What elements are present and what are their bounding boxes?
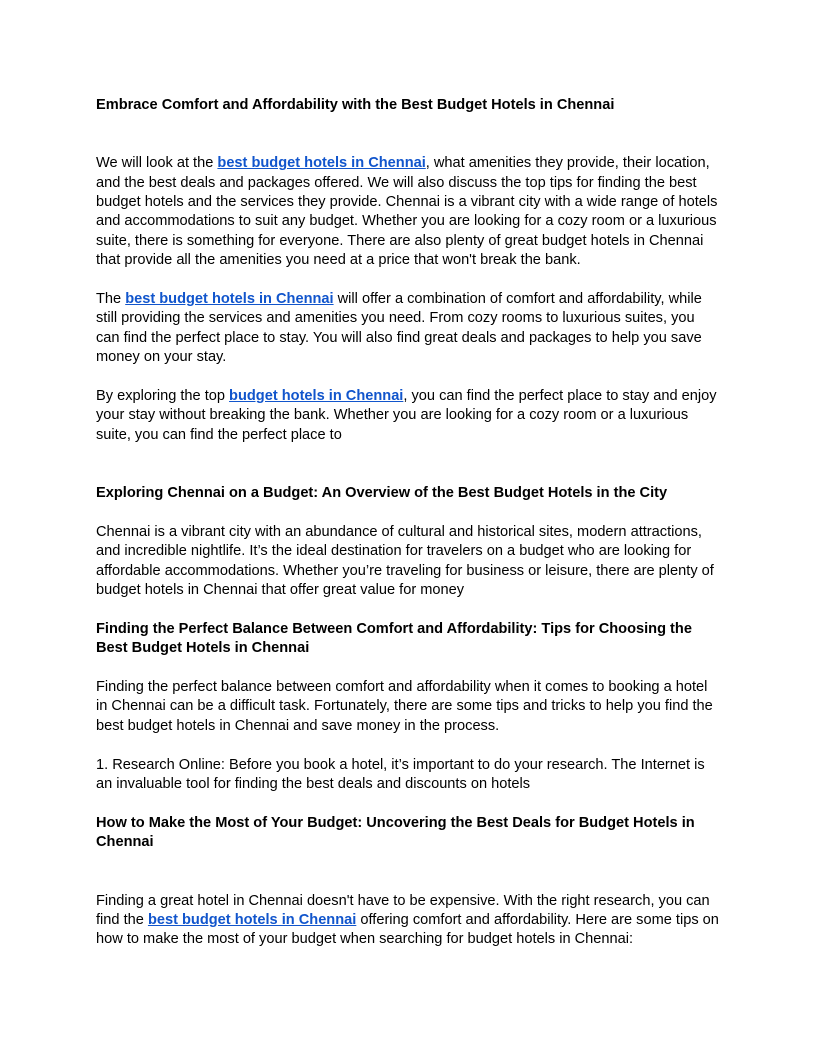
spacer <box>96 445 722 484</box>
section3-heading: Finding the Perfect Balance Between Comfort and Affordability: Tips for Choosing the Best Budget Hotels in Chennai <box>96 620 692 657</box>
spacer <box>96 115 722 154</box>
best-budget-hotels-link-1[interactable]: best budget hotels in Chennai <box>217 155 426 172</box>
document-page <box>96 96 722 950</box>
spacer <box>96 659 722 678</box>
spacer <box>96 853 722 892</box>
budget-hotels-link[interactable]: budget hotels in Chennai <box>229 388 404 405</box>
section1-p2-text-after: will offer a combination of comfort and affordability, while still providing the services and amenities you need. From cozy rooms to luxurious suites, you can find the perfect place to stay. You will also find great deals and packages to help you save money on your stay. <box>96 291 702 366</box>
section2-paragraph-1: Chennai is a vibrant city with an abundance of cultural and historical sites, modern attractions, and incredible nightlife. It’s the ideal destination for travelers on a budget who are looking for affordable accommodations. Whether you’re traveling for business or leisure, there are plenty of budget hotels in Chennai that offer great value for money <box>96 523 714 599</box>
section1-p1-text-before: We will look at the <box>96 155 218 172</box>
spacer <box>96 795 722 814</box>
section4-p1-text-after: offering comfort and affordability. Here are some tips on how to make the most of your budget when searching for budget hotels in Chennai: <box>96 911 719 948</box>
spacer <box>96 368 722 387</box>
section3-paragraph-2: 1. Research Online: Before you book a hotel, it’s important to do your research. The Internet is an invaluable tool for finding the best deals and discounts on hotels <box>96 756 705 793</box>
section4-paragraph-1 <box>96 892 722 950</box>
section4-heading: How to Make the Most of Your Budget: Uncovering the Best Deals for Budget Hotels in Chennai <box>96 814 695 851</box>
spacer <box>96 600 722 619</box>
spacer <box>96 736 722 755</box>
spacer <box>96 271 722 290</box>
section1-p2-text-before: The <box>96 291 126 308</box>
best-budget-hotels-link-3[interactable]: best budget hotels in Chennai <box>147 911 357 928</box>
best-budget-hotels-link-2[interactable]: best budget hotels in Chennai <box>125 291 334 308</box>
section1-p1-text-after: , what amenities they provide, their location, and the best deals and packages offered. We will also discuss the top tips for finding the best budget hotels and the services they provide. Chennai is a vibrant city with a wide range of hotels and accommodations to suit any budget. Whether you are looking for a cozy room or a luxurious suite, there is something for everyone. There are also plenty of great budget hotels in Chennai that provide all the amenities you need at a price that won't break the bank. <box>96 155 718 269</box>
section1-paragraph-2 <box>96 290 722 368</box>
spacer <box>96 503 722 522</box>
section1-p3-text-after: , you can find the perfect place to stay and enjoy your stay without breaking the bank. Whether you are looking for a cozy room or a luxurious suite, you can find the perfect place to <box>96 388 717 443</box>
section4-p1-text-before: Finding a great hotel in Chennai doesn't have to be expensive. With the right research, you can find the <box>96 892 710 928</box>
section1-paragraph-3 <box>96 387 722 445</box>
section3-paragraph-1: Finding the perfect balance between comfort and affordability when it comes to booking a hotel in Chennai can be a difficult task. Fortunately, there are some tips and tricks to help you find the best budget hotels in Chennai and save money in the process. <box>96 679 713 734</box>
section2-heading: Exploring Chennai on a Budget: An Overview of the Best Budget Hotels in the City <box>96 485 668 502</box>
section1-p3-text-before: By exploring the top <box>96 388 230 405</box>
section1-heading: Embrace Comfort and Affordability with the Best Budget Hotels in Chennai <box>96 97 615 113</box>
section1-paragraph-1 <box>96 154 722 270</box>
